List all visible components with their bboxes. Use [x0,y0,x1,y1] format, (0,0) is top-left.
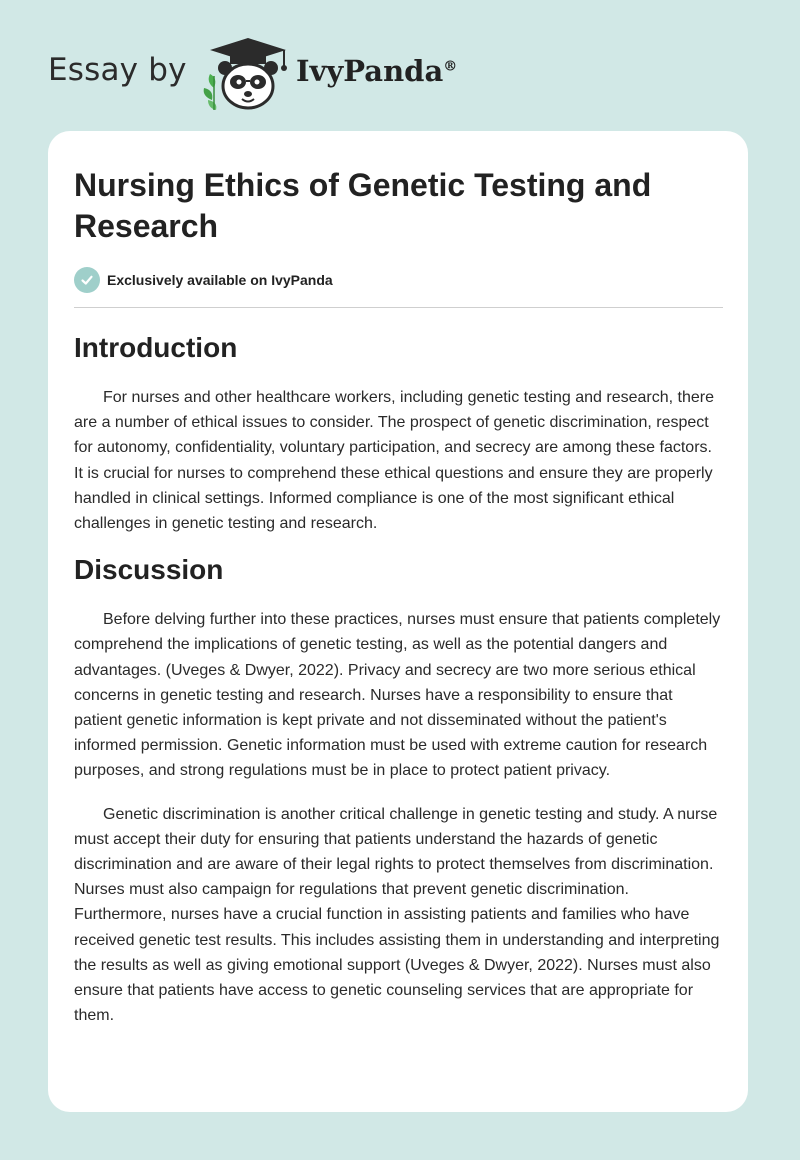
essay-card [48,131,748,1112]
paragraph: For nurses and other healthcare workers, including genetic testing and research, there are a number of ethical issues to consider. The prospect of genetic discrimination, respect for autonomy, confidentiality, voluntary participation, and secrecy are among these factors. It is crucial for nurses to comprehend these ethical questions and ensure they are properly handled in clinical settings. Informed compliance is one of the most significant ethical challenges in genetic testing and research. [74,389,715,533]
essay-by-label: Essay by [48,52,187,88]
section-heading-discussion: Discussion [74,554,224,586]
panda-logo-icon[interactable] [200,36,292,112]
brand-name-text: IvyPanda [296,54,444,88]
exclusive-badge [74,267,723,293]
section-heading-introduction: Introduction [74,332,238,363]
page-title: Nursing Ethics of Genetic Testing and Research [74,167,652,244]
paragraph: Genetic discrimination is another critical challenge in genetic testing and study. A nurse must accept their duty for ensuring that patients understand the hazards of genetic discrimination and are aware of their legal rights to protect themselves from discrimination. Nurses must also campaign for regulations that prevent genetic discrimination. Furthermore, nurses have a crucial function in assisting patients and families who have received genetic test results. This includes assisting them in understanding and interpreting the results as well as giving emotional support (Uveges & Dwyer, 2022). Nurses must also ensure that patients have access to genetic counseling services that are appropriate for them. [74,805,720,1025]
brand-name[interactable] [296,54,457,88]
check-icon [74,267,100,293]
registered-mark: ® [443,58,458,75]
exclusive-badge-text: Exclusively available on IvyPanda [107,272,333,288]
site-header [48,34,468,114]
divider [74,307,723,308]
paragraph: Before delving further into these practices, nurses must ensure that patients completely comprehend the implications of genetic testing, as well as the potential dangers and advantages. (Uveges & Dwyer, 2022). Privacy and secrecy are two more serious ethical concerns in genetic testing and research. Nurses have a responsibility to ensure that patient genetic information is kept private and not disseminated without the patient's informed permission. Genetic information must be used with extreme caution for research purposes, and strong regulations must be in place to protect patient privacy. [74,611,721,780]
essay-content [74,165,723,1028]
